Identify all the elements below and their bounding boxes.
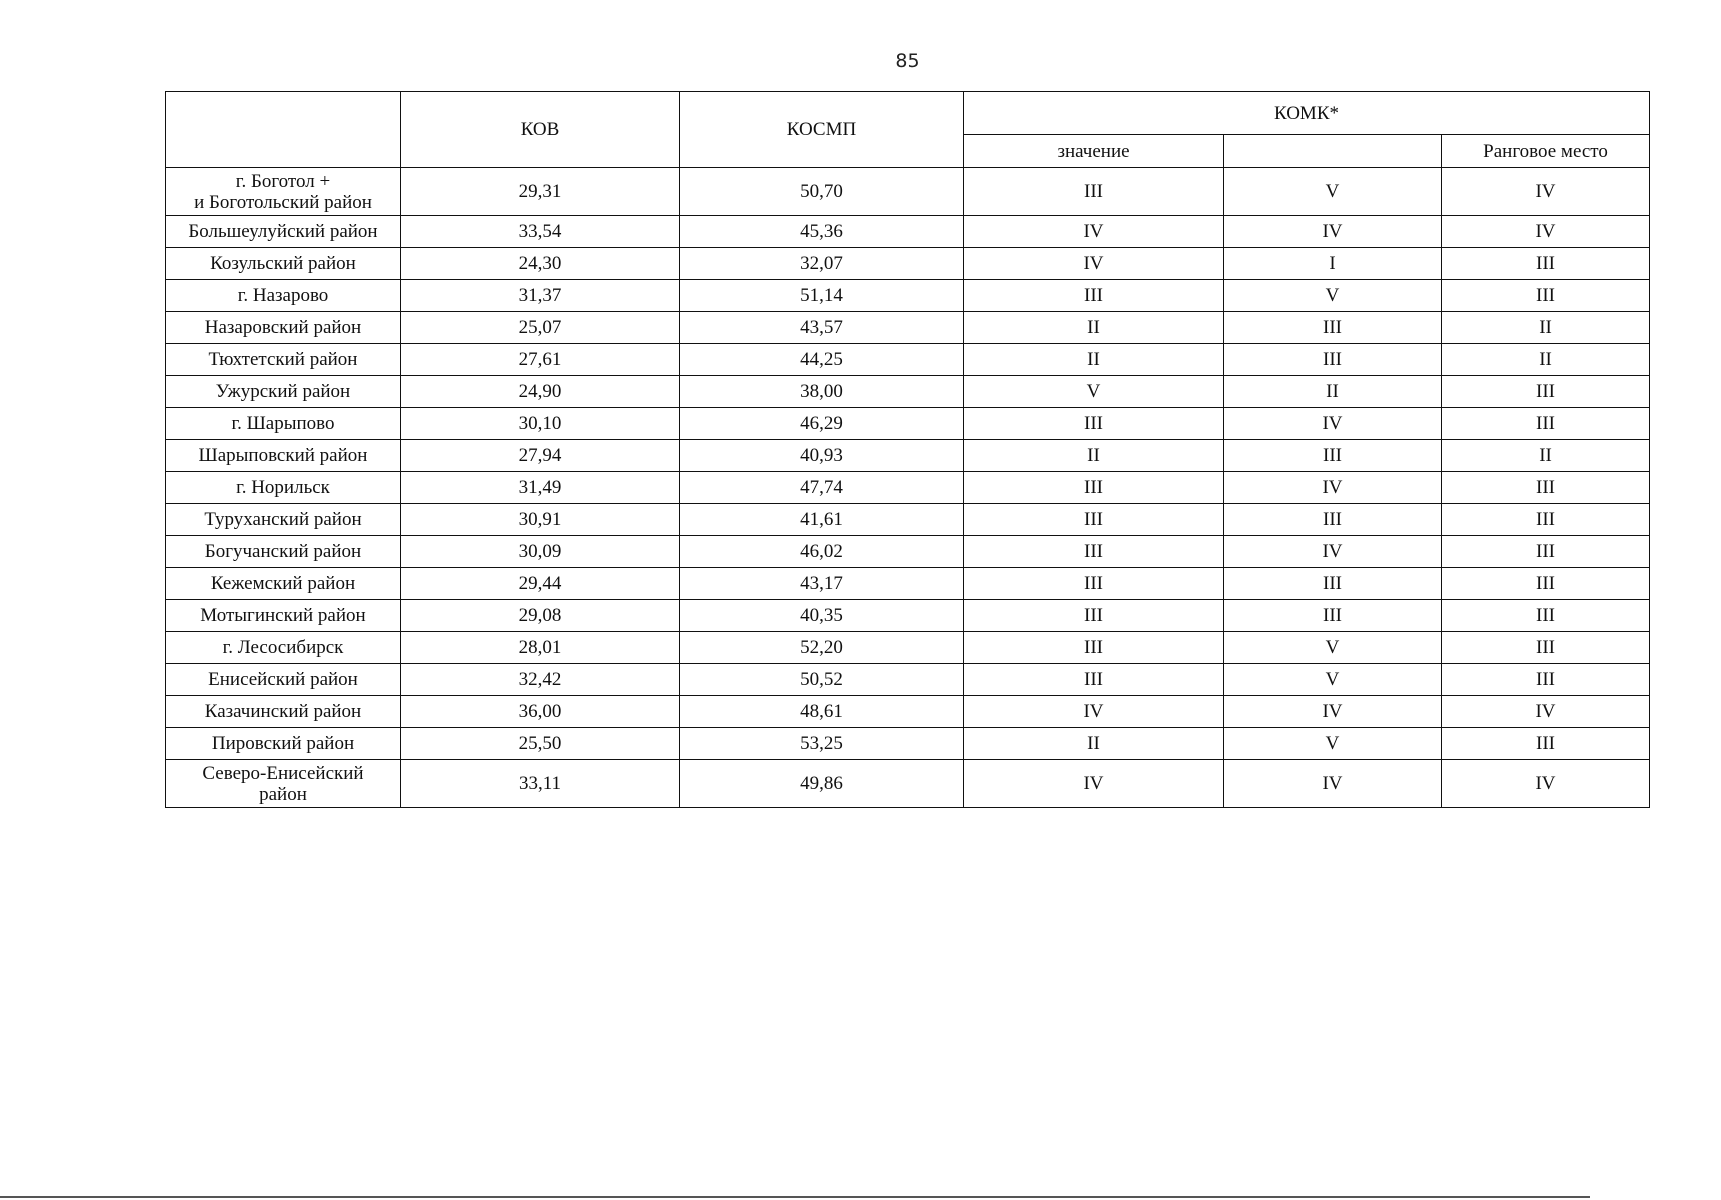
cell-komk-blank: I (1224, 248, 1442, 280)
cell-komk-rank: III (1442, 536, 1650, 568)
cell-kov: 33,54 (401, 216, 680, 248)
cell-region: Пировский район (166, 728, 401, 760)
cell-komk-value: III (964, 408, 1224, 440)
header-komk: КОМК* (964, 92, 1650, 135)
cell-komk-blank: IV (1224, 408, 1442, 440)
cell-komk-value: II (964, 728, 1224, 760)
table-row (166, 632, 1650, 664)
cell-kosmp: 46,29 (680, 408, 964, 440)
table-row (166, 728, 1650, 760)
cell-komk-value: III (964, 280, 1224, 312)
cell-komk-rank: IV (1442, 168, 1650, 216)
cell-komk-blank: III (1224, 568, 1442, 600)
table-row (166, 472, 1650, 504)
table-row (166, 408, 1650, 440)
cell-komk-value: III (964, 632, 1224, 664)
cell-komk-rank: IV (1442, 760, 1650, 808)
cell-komk-blank: II (1224, 376, 1442, 408)
header-blank (1224, 135, 1442, 168)
header-region (166, 92, 401, 168)
cell-komk-rank: II (1442, 312, 1650, 344)
cell-komk-value: III (964, 168, 1224, 216)
cell-komk-rank: III (1442, 376, 1650, 408)
cell-region: Богучанский район (166, 536, 401, 568)
cell-kov: 31,37 (401, 280, 680, 312)
cell-region: Большеулуйский район (166, 216, 401, 248)
cell-kosmp: 43,17 (680, 568, 964, 600)
table-body (166, 168, 1650, 808)
table-row (166, 664, 1650, 696)
header-kov: КОВ (401, 92, 680, 168)
cell-kov: 27,61 (401, 344, 680, 376)
cell-kosmp: 53,25 (680, 728, 964, 760)
page-number: 85 (895, 50, 920, 72)
cell-kosmp: 44,25 (680, 344, 964, 376)
cell-region: г. Шарыпово (166, 408, 401, 440)
cell-region: г. Лесосибирск (166, 632, 401, 664)
cell-komk-rank: III (1442, 504, 1650, 536)
cell-komk-blank: V (1224, 280, 1442, 312)
cell-kosmp: 38,00 (680, 376, 964, 408)
cell-region: Кежемский район (166, 568, 401, 600)
cell-komk-rank: IV (1442, 696, 1650, 728)
cell-region: Северо-Енисейский район (166, 760, 401, 808)
cell-kov: 29,08 (401, 600, 680, 632)
cell-kosmp: 40,35 (680, 600, 964, 632)
cell-kov: 24,30 (401, 248, 680, 280)
cell-kosmp: 52,20 (680, 632, 964, 664)
cell-kosmp: 41,61 (680, 504, 964, 536)
cell-kosmp: 45,36 (680, 216, 964, 248)
table-row (166, 504, 1650, 536)
cell-region: Тюхтетский район (166, 344, 401, 376)
cell-kov: 30,91 (401, 504, 680, 536)
cell-komk-value: III (964, 600, 1224, 632)
cell-komk-blank: III (1224, 600, 1442, 632)
cell-komk-blank: V (1224, 664, 1442, 696)
table-row (166, 376, 1650, 408)
cell-komk-rank: IV (1442, 216, 1650, 248)
table-row (166, 312, 1650, 344)
cell-region: г. Норильск (166, 472, 401, 504)
cell-komk-value: III (964, 472, 1224, 504)
cell-komk-value: III (964, 664, 1224, 696)
cell-komk-blank: III (1224, 312, 1442, 344)
cell-komk-blank: V (1224, 168, 1442, 216)
cell-komk-blank: IV (1224, 472, 1442, 504)
cell-komk-rank: III (1442, 632, 1650, 664)
cell-komk-blank: IV (1224, 696, 1442, 728)
cell-kov: 28,01 (401, 632, 680, 664)
cell-komk-rank: II (1442, 344, 1650, 376)
cell-region: Шарыповский район (166, 440, 401, 472)
table-row (166, 168, 1650, 216)
cell-komk-value: II (964, 312, 1224, 344)
table-row (166, 696, 1650, 728)
cell-kov: 29,44 (401, 568, 680, 600)
cell-kov: 24,90 (401, 376, 680, 408)
cell-kov: 30,10 (401, 408, 680, 440)
cell-komk-blank: IV (1224, 760, 1442, 808)
cell-kosmp: 50,70 (680, 168, 964, 216)
bottom-divider (0, 1196, 1590, 1198)
cell-komk-value: IV (964, 760, 1224, 808)
table-header (166, 92, 1650, 168)
cell-kov: 27,94 (401, 440, 680, 472)
cell-komk-rank: III (1442, 664, 1650, 696)
cell-komk-value: III (964, 504, 1224, 536)
cell-komk-blank: III (1224, 440, 1442, 472)
table-row (166, 248, 1650, 280)
cell-komk-rank: III (1442, 248, 1650, 280)
table-row (166, 280, 1650, 312)
table-row (166, 216, 1650, 248)
table-row (166, 536, 1650, 568)
cell-kosmp: 32,07 (680, 248, 964, 280)
cell-region: Назаровский район (166, 312, 401, 344)
cell-kov: 25,07 (401, 312, 680, 344)
cell-komk-blank: III (1224, 344, 1442, 376)
cell-komk-rank: III (1442, 408, 1650, 440)
cell-region: г. Боготол + и Боготольский район (166, 168, 401, 216)
cell-komk-blank: V (1224, 632, 1442, 664)
cell-kov: 33,11 (401, 760, 680, 808)
cell-kosmp: 48,61 (680, 696, 964, 728)
cell-region: Туруханский район (166, 504, 401, 536)
table-row (166, 440, 1650, 472)
cell-komk-blank: IV (1224, 536, 1442, 568)
cell-region: г. Назарово (166, 280, 401, 312)
header-rank: Ранговое место (1442, 135, 1650, 168)
table-row (166, 344, 1650, 376)
cell-region: Казачинский район (166, 696, 401, 728)
cell-komk-rank: III (1442, 280, 1650, 312)
cell-komk-rank: II (1442, 440, 1650, 472)
header-value: значение (964, 135, 1224, 168)
cell-komk-value: IV (964, 216, 1224, 248)
cell-region: Енисейский район (166, 664, 401, 696)
cell-komk-blank: III (1224, 504, 1442, 536)
cell-kosmp: 49,86 (680, 760, 964, 808)
cell-kosmp: 47,74 (680, 472, 964, 504)
cell-komk-rank: III (1442, 728, 1650, 760)
cell-kov: 30,09 (401, 536, 680, 568)
cell-kov: 31,49 (401, 472, 680, 504)
cell-region: Ужурский район (166, 376, 401, 408)
cell-komk-rank: III (1442, 472, 1650, 504)
cell-komk-rank: III (1442, 568, 1650, 600)
header-kosmp: КОСМП (680, 92, 964, 168)
cell-region: Мотыгинский район (166, 600, 401, 632)
cell-komk-blank: V (1224, 728, 1442, 760)
cell-kov: 29,31 (401, 168, 680, 216)
table-row (166, 760, 1650, 808)
cell-komk-value: III (964, 568, 1224, 600)
cell-kosmp: 46,02 (680, 536, 964, 568)
cell-komk-value: V (964, 376, 1224, 408)
cell-kov: 36,00 (401, 696, 680, 728)
data-table (165, 91, 1650, 808)
cell-kosmp: 51,14 (680, 280, 964, 312)
cell-komk-blank: IV (1224, 216, 1442, 248)
cell-kov: 25,50 (401, 728, 680, 760)
table-row (166, 568, 1650, 600)
cell-kosmp: 40,93 (680, 440, 964, 472)
cell-komk-rank: III (1442, 600, 1650, 632)
cell-komk-value: IV (964, 248, 1224, 280)
cell-komk-value: II (964, 440, 1224, 472)
cell-komk-value: II (964, 344, 1224, 376)
cell-komk-value: IV (964, 696, 1224, 728)
cell-kosmp: 43,57 (680, 312, 964, 344)
cell-region: Козульский район (166, 248, 401, 280)
cell-komk-value: III (964, 536, 1224, 568)
cell-kosmp: 50,52 (680, 664, 964, 696)
cell-kov: 32,42 (401, 664, 680, 696)
table-row (166, 600, 1650, 632)
